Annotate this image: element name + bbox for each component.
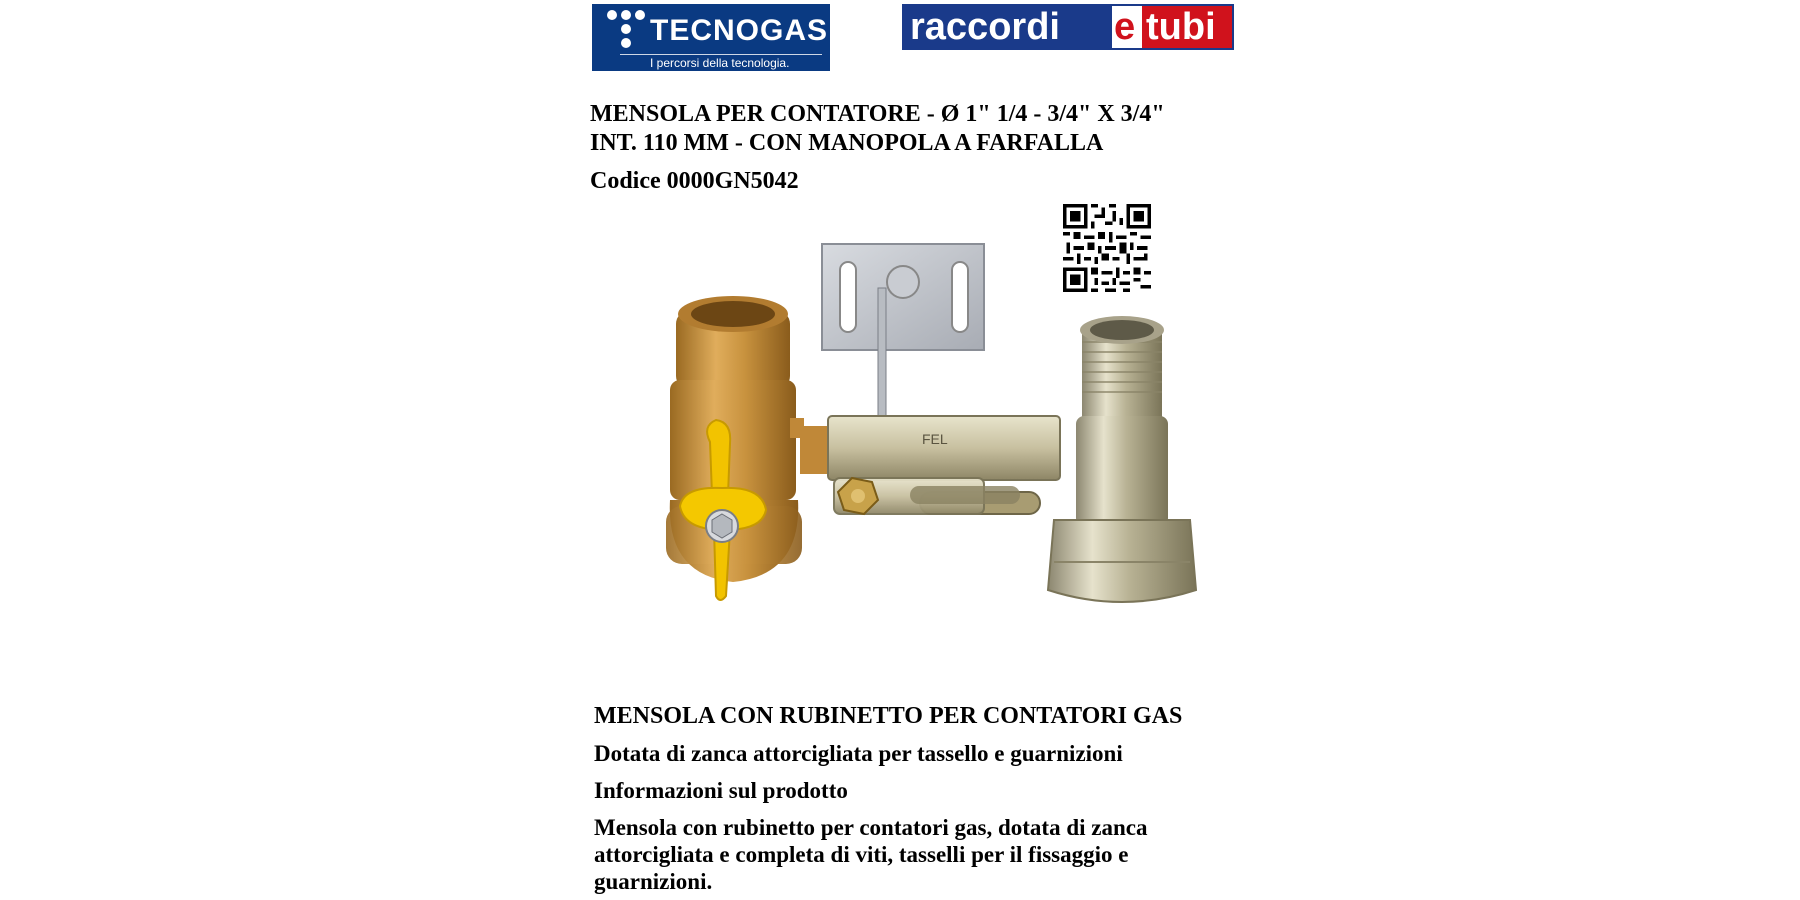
description-subheading: Dotata di zanca attorcigliata per tassello e guarnizioni bbox=[594, 741, 1123, 766]
bracket-marking: FEL bbox=[922, 431, 948, 447]
tecnogas-name: TECNOGAS bbox=[650, 14, 829, 47]
tecnogas-divider bbox=[620, 54, 822, 55]
raccordietubi-logo bbox=[902, 4, 1234, 50]
raccordietubi-part3: tubi bbox=[1146, 6, 1216, 48]
tecnogas-logo bbox=[592, 4, 830, 71]
brass-ball-valve bbox=[666, 296, 804, 582]
tecnogas-dots-icon bbox=[604, 8, 648, 52]
wall-plate bbox=[822, 244, 984, 428]
product-code: Codice 0000GN5042 bbox=[590, 168, 799, 194]
description-body: Mensola con rubinetto per contatori gas, dotata di zanca attorcigliata e completa di viti, tasselli per il fissaggio e guarnizioni. bbox=[594, 815, 1148, 894]
bracket-bar bbox=[800, 416, 1060, 514]
raccordietubi-part2: e bbox=[1114, 6, 1136, 48]
tecnogas-tagline: I percorsi della tecnologia. bbox=[650, 56, 790, 70]
description-heading: MENSOLA CON RUBINETTO PER CONTATORI GAS bbox=[594, 703, 1183, 729]
meter-union bbox=[1048, 316, 1196, 602]
product-title: MENSOLA PER CONTATORE - Ø 1" 1/4 - 3/4" X 3/4" INT. 110 MM - CON MANOPOLA A FARFALLA bbox=[590, 101, 1165, 156]
product-info-label: Informazioni sul prodotto bbox=[594, 778, 848, 803]
raccordietubi-part1: raccordi bbox=[910, 6, 1060, 48]
product-image bbox=[640, 230, 1240, 680]
